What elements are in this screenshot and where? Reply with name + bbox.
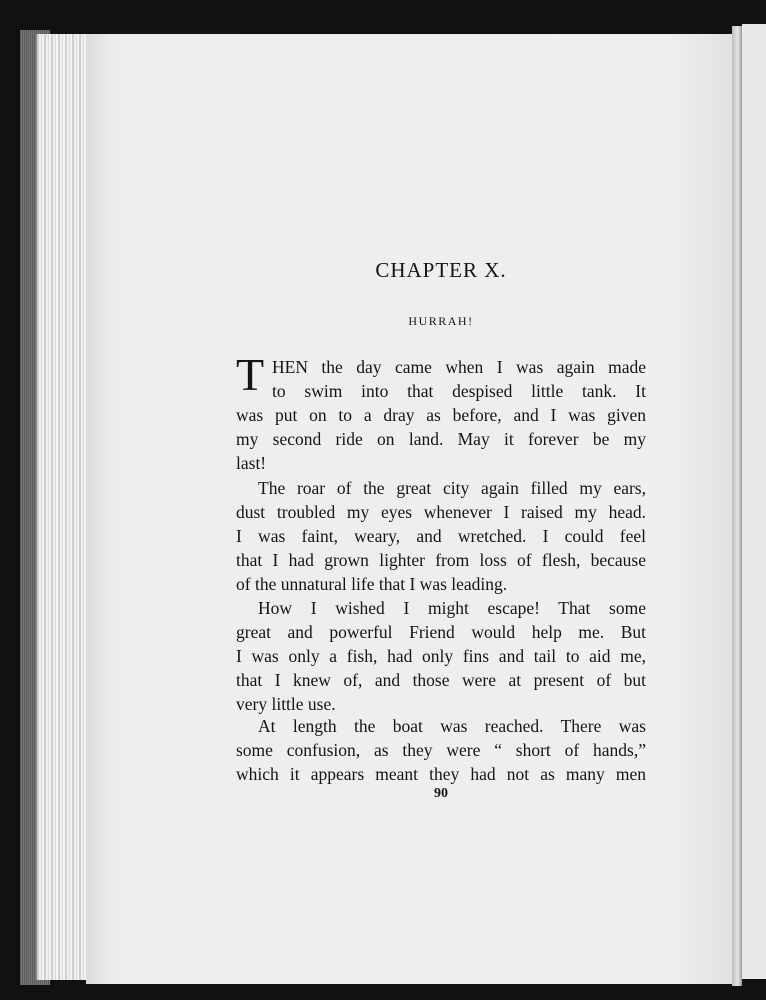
text-line: of the unnatural life that I was leading. <box>236 574 508 594</box>
text-line: very little use. <box>236 694 336 714</box>
text-line: my second ride on land. May it forever be my <box>236 429 646 449</box>
text-line: How I wished I might escape! That some <box>258 598 646 618</box>
text-line: great and powerful Friend would help me. But <box>236 622 646 642</box>
drop-cap: T <box>236 349 265 400</box>
text-line: HEN the day came when I was again made <box>272 357 646 377</box>
text-line: some confusion, as they were “ short of hands,” <box>236 740 646 760</box>
text-line: I was only a fish, had only fins and tail to aid me, <box>236 646 646 666</box>
text-line: dust troubled my eyes whenever I raised my head. <box>236 502 646 522</box>
text-line: that I had grown lighter from loss of flesh, because <box>236 550 646 570</box>
chapter-subtitle: HURRAH! <box>408 314 474 328</box>
text-line: last! <box>236 453 267 473</box>
text-line: that I knew of, and those were at present of but <box>236 670 646 690</box>
text-line: At length the boat was reached. There was <box>258 716 646 736</box>
page-edges <box>36 34 89 980</box>
text-line: which it appears meant they had not as many men <box>236 764 646 784</box>
text-line: to swim into that despised little tank. It <box>272 381 646 401</box>
text-line: The roar of the great city again filled my ears, <box>258 478 646 498</box>
facing-page-edge <box>742 24 766 979</box>
chapter-title: CHAPTER X. <box>375 258 507 282</box>
text-line: I was faint, weary, and wretched. I could feel <box>236 526 646 546</box>
page-number: 90 <box>434 786 448 801</box>
text-line: was put on to a dray as before, and I was given <box>236 405 646 425</box>
book-gutter <box>732 26 742 986</box>
